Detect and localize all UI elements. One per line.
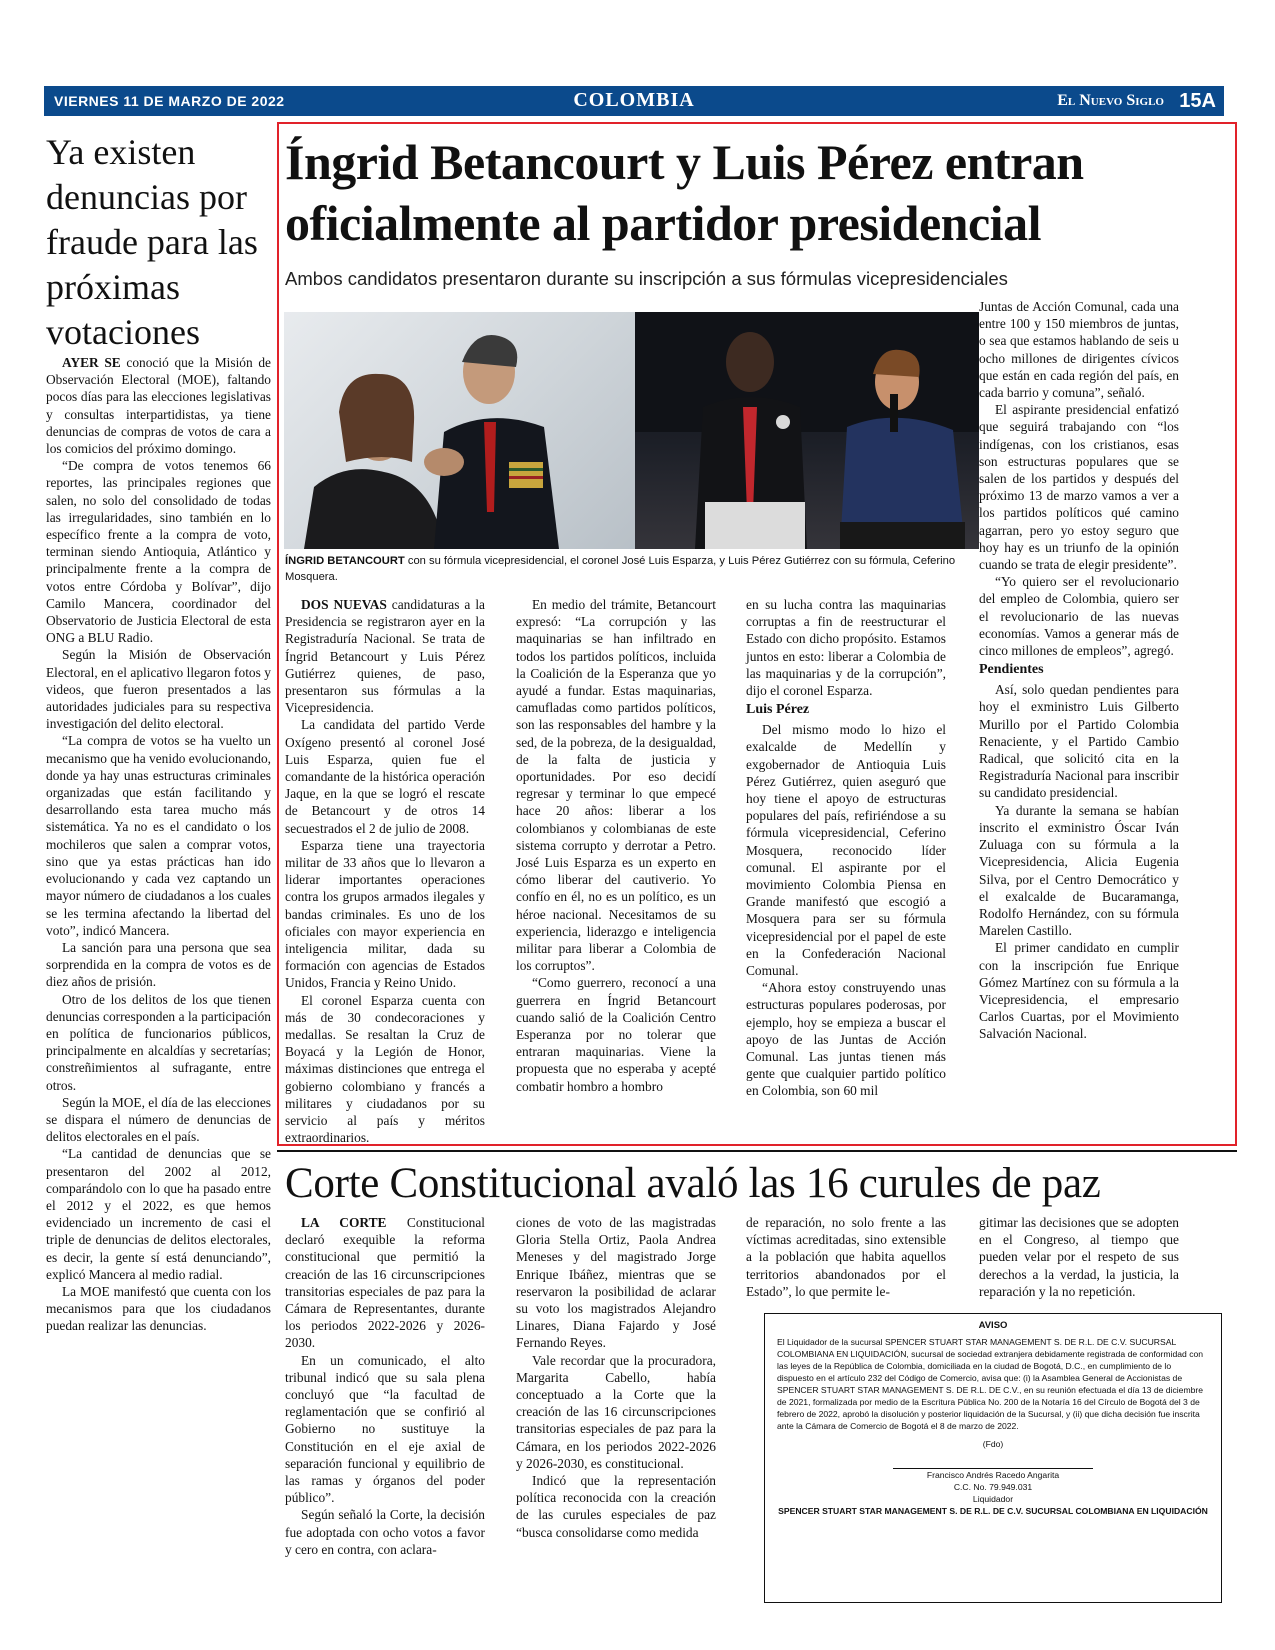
notice-company: SPENCER STUART STAR MANAGEMENT S. DE R.L. DE C.V. SUCURSAL COLOMBIANA EN LIQUIDACIÓN	[778, 1506, 1208, 1516]
paragraph: Del mismo modo lo hizo el exalcalde de Medellín y exgobernador de Antioquia Luis Pérez Gutiérrez, quien aseguró que hoy tiene el apoyo de estructuras populares del país, refiriéndose a su fórmula vicepresidencial, Ceferino Mosquera, reconocido líder comunal. El aspirante por el movimiento Colombia Piensa en Grande manifestó que escogió a Mosquera para ser su fórmula vicepresidencial por el papel de este en la Confederación Nacional Comunal.	[746, 722, 946, 979]
photo-caption	[285, 553, 979, 585]
subhead-pendientes: Pendientes	[979, 662, 1044, 678]
paragraph: de reparación, no solo frente a las víctimas acreditadas, sino extensible a la población que habita aquellos territorios abandonados por el Estado”, lo que permite le-	[746, 1215, 946, 1299]
paragraph: Juntas de Acción Comunal, cada una entre 100 y 150 miembros de juntas, o sea que estamos hablando de seis u ocho millones de dirigentes cívicos que están en cada región del país, en cada barrio y comuna”, señaló.	[979, 299, 1179, 401]
paragraph: En medio del trámite, Betancourt expresó: “La corrupción y las maquinarias se han infiltrado en todos los partidos políticos, incluida la Coalición de la Esperanza que yo ayudé a fundar. Estas maquinarias, camufladas como partidos políticos, son las responsables del hambre y la sed, de la pobreza, de la desigualdad, de la falta de justicia y oportunidades. Por eso decidí regresar y terminar lo que empecé hace 20 años: liberar a los colombianos y colombianas de este sistema corrupto y derrotar a Petro. José Luis Esparza es un experto en cómo liberar del cautiverio. Yo confío en él, no es un político, es un héroe nacional. Necesitamos de su experiencia, liderazgo e inteligencia militar para liberar a Colombia de los corruptos”.	[516, 597, 716, 974]
court-article-column-3	[746, 1214, 946, 1300]
paragraph: “Yo quiero ser el revolucionario del empleo de Colombia, quiero ser el revolucionario de las nuevas economías. Vamos a generar más de cinco millones de empleos”, agregó.	[979, 574, 1179, 659]
paragraph: El coronel Esparza cuenta con más de 30 condecoraciones y medallas. Se resaltan la Cruz de Boyacá y la Legión de Honor, máximas distinciones que entrega el gobierno colombiano y francés a militares y ciudadanos por su servicio al país y méritos extraordinarios.	[285, 992, 485, 1146]
paragraph: El aspirante presidencial enfatizó que seguirá trabajando con “los indígenas, con los cristianos, esas son estructuras populares que se salen de los partidos y después del próximo 13 de marzo vamos a ver a los partidos políticos qué camino agarran, pero yo estoy seguro que hoy hay es un triunfo de la opinión cuando se trata de elegir presidente”.	[979, 402, 1179, 573]
caption-lead: ÍNGRID BETANCOURT	[285, 555, 405, 567]
paragraph-text: candidaturas a la Presidencia se registraron ayer en la Registraduría Nacional. Se trata de Íngrid Betancourt y Luis Pérez Gutiérrez quienes, de paso, presentaron sus fórmulas a la Vicepresidencia.	[285, 597, 485, 716]
section-name: COLOMBIA	[573, 89, 695, 111]
notice-signer-id: C.C. No. 79.949.031	[953, 1482, 1033, 1492]
photo-perez-mosquera	[635, 312, 979, 549]
court-article-column-2	[516, 1214, 716, 1541]
newspaper-brand: El Nuevo Siglo	[1057, 92, 1164, 109]
paragraph: El primer candidato en cumplir con la inscripción fue Enrique Gómez Martínez con su fórmula a la Vicepresidencia, el empresario Carlos Cuartas, por el Movimiento Salvación Nacional.	[979, 940, 1179, 1042]
main-subheadline: Ambos candidatos presentaron durante su inscripción a sus fórmulas vicepresidenciales	[285, 268, 1008, 289]
paragraph: en su lucha contra las maquinarias corruptas a fin de reestructurar el Estado con dicho propósito. Estamos juntos en esto: liberar a Colombia de las maquinarias y de la corrupción”, dijo el coronel Esparza.	[746, 597, 946, 699]
paragraph: “De compra de votos tenemos 66 reportes, las principales regiones que salen, no solo del consolidado de todas las irregularidades, sino también en lo específico frente a la compra de voto, terminan siendo Antioquia, Atlántico y principalmente frente a la compra de votos entre Córdoba y Bolívar”, dijo Camilo Mancera, coordinador del Observatorio de Justicia Electoral de esta ONG a BLU Radio.	[46, 458, 271, 646]
paragraph	[285, 596, 485, 716]
notice-title: AVISO	[978, 1320, 1008, 1331]
main-headline: Íngrid Betancourt y Luis Pérez entran oficialmente al partidor presidencial	[285, 134, 1084, 251]
court-headline: Corte Constitucional avaló las 16 curules de paz	[285, 1160, 1101, 1207]
page-header	[44, 86, 1224, 116]
paragraph: Esparza tiene una trayectoria militar de 33 años que lo llevaron a liderar importantes operaciones contra los grupos armados ilegales y bandas criminales. Es uno de los oficiales con mayor experiencia en inteligencia militar, dada su formación con agencias de Estados Unidos, Francia y Reino Unido.	[285, 837, 485, 991]
legal-notice	[764, 1313, 1222, 1603]
main-article-column-2	[516, 596, 716, 1095]
main-article-column-3	[746, 596, 946, 1100]
subhead-luis-perez: Luis Pérez	[746, 702, 810, 718]
paragraph: “Ahora estoy construyendo unas estructuras populares poderosas, por ejemplo, hoy se empieza a buscar el apoyo de las Juntas de Acción Comunal. Las juntas tienen más gente que cualquier partido político en Colombia, son 60 mil	[746, 980, 946, 1099]
left-article-body	[46, 354, 271, 1335]
paragraph: “Como guerrero, reconocí a una guerrera en Íngrid Betancourt cuando salió de la Coalición Centro Esperanza por no tolerar que entraran maquinarias. Viene la propuesta que no esperaba y acepté combatir hombro a hombro	[516, 975, 716, 1094]
paragraph: Indicó que la representación política reconocida con la creación de las curules especiales de paz “busca consolidarse como medida	[516, 1473, 716, 1540]
main-article-column-1	[285, 596, 485, 1147]
paragraph: En un comunicado, el alto tribunal indicó que su sala plena concluyó que “la facultad de reglamentación que se confirió al Gobierno no sustituye la Constitución en el eje axial de separación funcional y equilibrio de las ramas y órganos del poder público”.	[285, 1352, 485, 1506]
notice-signer-role: Liquidador	[972, 1494, 1014, 1504]
notice-signer-name: Francisco Andrés Racedo Angarita	[926, 1470, 1060, 1480]
paragraph: La candidata del partido Verde Oxígeno presentó al coronel José Luis Esparza, quien fue el comandante de la histórica operación Jaque, en la que se logró el rescate de Betancourt y de otros 14 secuestrados el 2 de julio de 2008.	[285, 717, 485, 836]
issue-date: VIERNES 11 DE MARZO DE 2022	[54, 93, 285, 109]
paragraph: Ya durante la semana se habían inscrito el exministro Óscar Iván Zuluaga con su fórmula a la Vicepresidencia, Alicia Eugenia Silva, por el Centro Democrático y el exalcalde de Bucaramanga, Rodolfo Hernández, con su fórmula Marelen Castillo.	[979, 802, 1179, 939]
paragraph: Vale recordar que la procuradora, Margarita Cabello, había conceptuado a la Corte que la creación de las 16 circunscripciones transitorias especiales de paz para la Cámara, en los periodos 2022-2026 y 2026-2030, es constitucional.	[516, 1352, 716, 1471]
court-article-column-4	[979, 1214, 1179, 1300]
paragraph: Otro de los delitos de los que tienen denuncias corresponden a la participación en política de funcionarios públicos, principalmente en alcaldías y secretarías; constreñimientos al sufragante, entre otros.	[46, 991, 271, 1093]
page-number: 15A	[1179, 90, 1216, 112]
court-article-column-1	[285, 1214, 485, 1558]
lead-words: DOS NUEVAS	[301, 597, 387, 612]
photo-illustration	[284, 312, 635, 549]
paragraph	[285, 1214, 485, 1352]
paragraph: Según la Misión de Observación Electoral, en el aplicativo llegaron fotos y videos, que fueron presentados a las autoridades judiciales para su respectiva investigación del delito electoral.	[46, 647, 271, 732]
left-headline: Ya existen denuncias por fraude para las próximas votaciones	[46, 132, 258, 352]
photo-illustration	[635, 312, 979, 549]
paragraph: La sanción para una persona que sea sorprendida en la compra de votos es de diez años de prisión.	[46, 939, 271, 990]
paragraph: ciones de voto de las magistradas Gloria Stella Ortiz, Paola Andrea Meneses y del magistrado Jorge Enrique Ibáñez, mientras que se reservaron la posibilidad de aclarar su voto los magistrados Alejandro Linares, Diana Fajardo y José Fernando Reyes.	[516, 1215, 716, 1351]
paragraph: Así, solo quedan pendientes para hoy el exministro Luis Gilberto Murillo por el Partido Colombia Renaciente, y el Partido Cambio Radical, que solicitó cita en la Registraduría Nacional para inscribir su candidato presidencial.	[979, 682, 1179, 801]
paragraph-text: conoció que la Misión de Observación Electoral (MOE), faltando pocos días para las elecciones legislativas y consultas interpartidistas, ya tiene denuncias de compras de votos de cara a los comicios del próximo domingo.	[46, 355, 271, 457]
paragraph: Según la MOE, el día de las elecciones se dispara el número de denuncias de delitos electorales en el país.	[46, 1094, 271, 1145]
notice-signed: (Fdo)	[982, 1439, 1004, 1449]
paragraph: “La cantidad de denuncias que se presentaron del 2002 al 2012, comparándolo con lo que ha pasado entre el 2012 y el 2022, es que hemos evidenciado un incremento de casi el triple de denuncias de delitos electorales, es decir, la gente sí está denunciando”, explicó Mancera al medio radial.	[46, 1146, 271, 1282]
notice-body: El Liquidador de la sucursal SPENCER STUART STAR MANAGEMENT S. DE R.L. DE C.V. SUCURSAL COLOMBIANA EN LIQUIDACIÓN, sucursal de sociedad extranjera debidamente registrada de conformidad con las leyes de la República de Colombia, domiciliada en la ciudad de Bogotá, D.C., en cumplimiento de lo dispuesto en el artículo 232 del Código de Comercio, avisa que: (i) la Asamblea General de Accionistas de SPENCER STUART STAR MANAGEMENT S. DE R.L. DE C.V., en su reunión efectuada el día 13 de diciembre de 2021, formalizada por medio de la Escritura Pública No. 200 de la Notaría 16 del Círculo de Bogotá del 3 de febrero de 2022, aprobó la disolución y posterior liquidación de la Sucursal, y (ii) que dicha decisión fue inscrita ante la Cámara de Comercio de Bogotá el 8 de marzo de 2022.	[777, 1337, 1204, 1431]
paragraph-text: Constitucional declaró exequible la reforma constitucional que permitió la creación de las 16 circunscripciones transitorias especiales de paz para la Cámara de Representantes, durante los periodos 2022-2026 y 2026-2030.	[285, 1215, 485, 1351]
section-divider	[277, 1150, 1237, 1152]
main-article-column-4	[979, 298, 1179, 1043]
lead-words: AYER SE	[62, 355, 121, 370]
paragraph: “La compra de votos se ha vuelto un mecanismo que ha venido evolucionando, donde ya hay unas estructuras criminales organizadas que están facilitando y desarrollando esta tarea mucho más sistemática. Ya no es el candidato o los mochileros que salen a comprar votos, sino que ya estas prácticas han ido evolucionando y cada vez captando un mayor número de ciudadanos a los cuales se les termina afectando la libertad del voto”, indicó Mancera.	[46, 733, 271, 938]
paragraph	[46, 354, 271, 457]
paragraph: La MOE manifestó que cuenta con los mecanismos para que los ciudadanos puedan realizar las denuncias.	[46, 1283, 271, 1334]
lead-words: LA CORTE	[301, 1215, 387, 1230]
paragraph: Según señaló la Corte, la decisión fue adoptada con ocho votos a favor y cero en contra, con aclara-	[285, 1507, 485, 1557]
photo-betancourt-esparza	[284, 312, 635, 549]
paragraph: gitimar las decisiones que se adopten en el Congreso, al tiempo que pueden velar por el respeto de sus derechos a la verdad, la justicia, la reparación y la no repetición.	[979, 1215, 1179, 1299]
caption-text: con su fórmula vicepresidencial, el coronel José Luis Esparza, y Luis Pérez Gutiérrez con su fórmula, Ceferino Mosquera.	[285, 555, 956, 583]
